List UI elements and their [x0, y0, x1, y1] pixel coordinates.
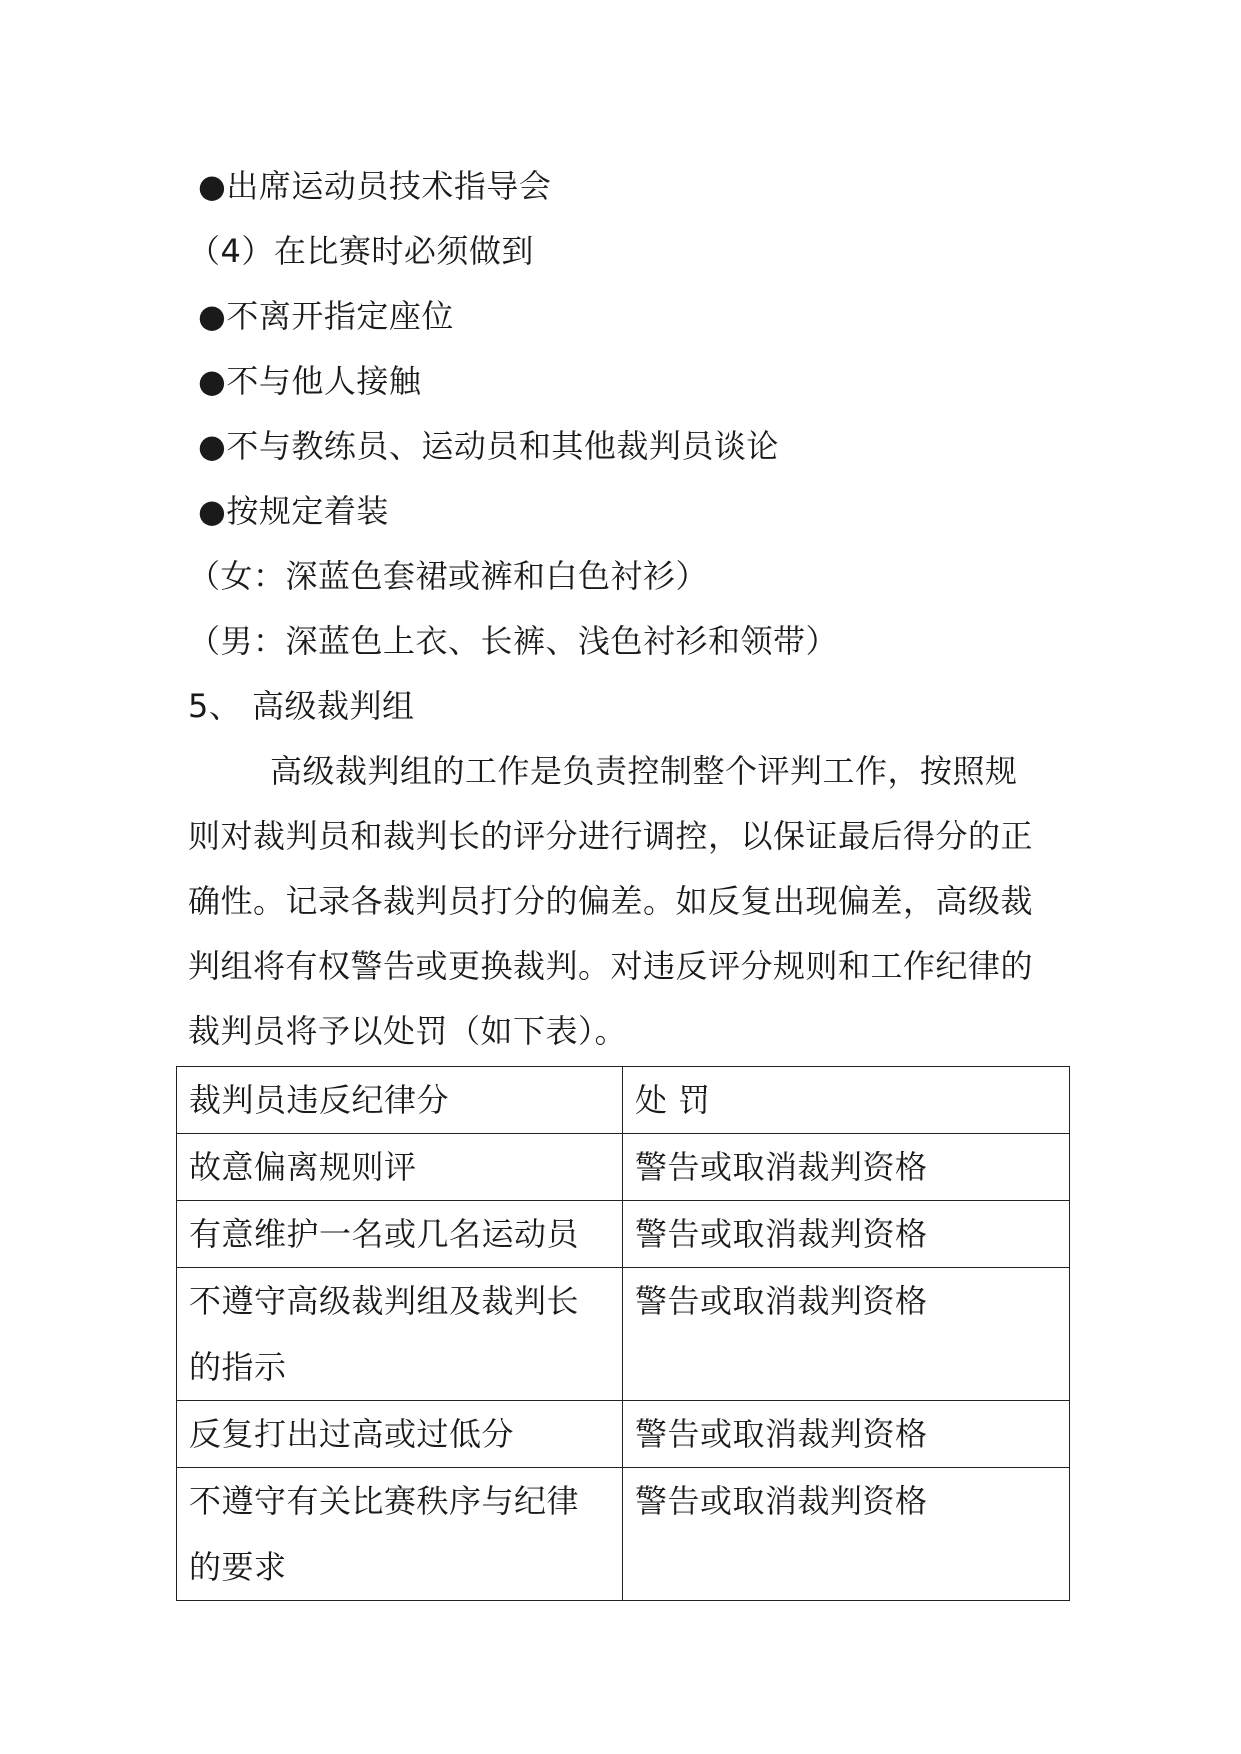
table-cell-offense [177, 1401, 623, 1468]
bullet-attend-meeting: ●出席运动员技术指导会 [198, 167, 552, 205]
paragraph-line-1: 高级裁判组的工作是负责控制整个评判工作，按照规 [270, 752, 1018, 790]
table-row [177, 1201, 1070, 1268]
paragraph-line-3: 确性。记录各裁判员打分的偏差。如反复出现偏差，高级裁 [188, 882, 1034, 920]
table-cell-offense [177, 1268, 623, 1401]
table-row [177, 1401, 1070, 1468]
table-header-cell-offense: 裁判员违反纪律分 [177, 1067, 623, 1134]
table-row [177, 1134, 1070, 1201]
penalty-table [176, 1066, 1070, 1601]
bullet-dress-code: ●按规定着装 [198, 492, 389, 530]
offense-text: 有意维护一名或几名运动员 [189, 1215, 580, 1253]
bullet-no-talking: ●不与教练员、运动员和其他裁判员谈论 [198, 427, 779, 465]
offense-text: 反复打出过高或过低分 [189, 1415, 515, 1453]
section-heading-5: 5、 高级裁判组 [188, 687, 415, 725]
bullet-no-contact: ●不与他人接触 [198, 362, 422, 400]
bullet-stay-seated: ●不离开指定座位 [198, 297, 454, 335]
paragraph-line-2: 则对裁判员和裁判长的评分进行调控，以保证最后得分的正 [188, 817, 1034, 855]
table-header-row [177, 1067, 1070, 1134]
table-cell-offense [177, 1134, 623, 1201]
table-row [177, 1468, 1070, 1601]
table-cell-offense [177, 1468, 623, 1601]
table-cell-penalty: 警告或取消裁判资格 [623, 1134, 1070, 1201]
table-row [177, 1268, 1070, 1401]
table-cell-penalty: 警告或取消裁判资格 [623, 1201, 1070, 1268]
offense-text: 故意偏离规则评 [189, 1148, 417, 1186]
table-cell-penalty: 警告或取消裁判资格 [623, 1268, 1070, 1401]
section-heading-4: （4）在比赛时必须做到 [188, 232, 534, 270]
paragraph-line-5: 裁判员将予以处罚（如下表）。 [188, 1012, 628, 1050]
table-cell-penalty: 警告或取消裁判资格 [623, 1401, 1070, 1468]
offense-text-line-1: 不遵守有关比赛秩序与纪律 [189, 1482, 580, 1520]
table-cell-penalty: 警告或取消裁判资格 [623, 1468, 1070, 1601]
paragraph-line-4: 判组将有权警告或更换裁判。对违反评分规则和工作纪律的 [188, 947, 1034, 985]
dress-code-men: （男：深蓝色上衣、长裤、浅色衬衫和领带） [188, 622, 839, 660]
table-cell-offense [177, 1201, 623, 1268]
offense-text-line-2: 的指示 [189, 1348, 287, 1386]
offense-text-line-2: 的要求 [189, 1548, 287, 1586]
dress-code-women: （女：深蓝色套裙或裤和白色衬衫） [188, 557, 709, 595]
table-header-cell-penalty: 处 罚 [623, 1067, 1070, 1134]
offense-text-line-1: 不遵守高级裁判组及裁判长 [189, 1282, 580, 1320]
